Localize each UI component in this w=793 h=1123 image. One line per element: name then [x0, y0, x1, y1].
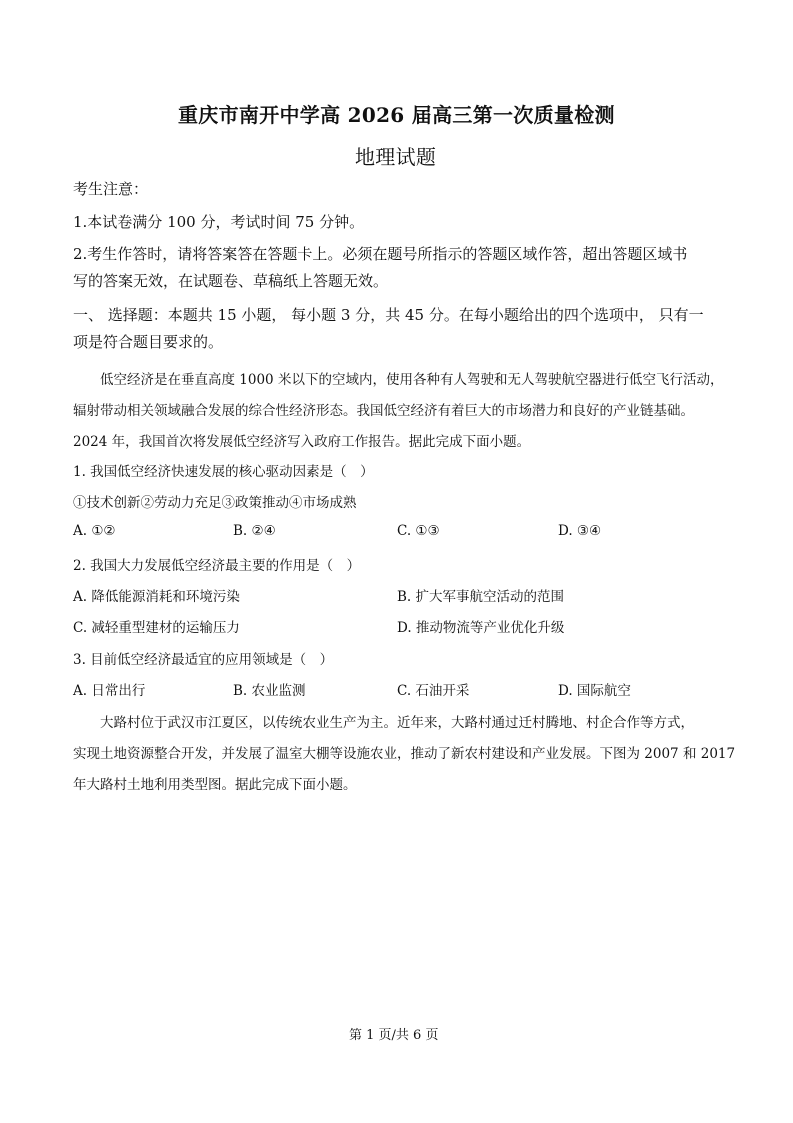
section-heading-line-1: 一、 选择题：本题共 15 小题， 每小题 3 分，共 45 分。在每小题给出的四个选项中， 只有一 — [73, 306, 704, 324]
q3-option-b: B. 农业监测 — [233, 683, 306, 699]
q3-option-c: C. 石油开采 — [397, 683, 470, 699]
q3-option-a: A. 日常出行 — [73, 683, 146, 699]
q1-option-b: B. ②④ — [233, 523, 276, 539]
passage-2-line-2: 实现土地资源整合开发，并发展了温室大棚等设施农业，推动了新农村建设和产业发展。下图为 2007 和 2017 — [73, 746, 736, 762]
question-3-stem: 3. 目前低空经济最适宜的应用领域是（ ） — [73, 652, 334, 668]
notice-item-2-line-1: 2.考生作答时，请将答案答在答题卡上。必须在题号所指示的答题区域作答，超出答题区域书 — [73, 245, 688, 263]
notice-item-2-line-2: 写的答案无效，在试题卷、草稿纸上答题无效。 — [73, 272, 389, 290]
question-1-choices: ①技术创新②劳动力充足③政策推动④市场成熟 — [73, 495, 357, 511]
notice-heading: 考生注意： — [73, 180, 149, 198]
passage-1-line-2: 辐射带动相关领域融合发展的综合性经济形态。我国低空经济有着巨大的市场潜力和良好的产业链基础。 — [73, 403, 694, 419]
exam-subtitle: 地理试题 — [355, 145, 437, 169]
exam-title: 重庆市南开中学高 2026 届高三第一次质量检测 — [178, 103, 615, 127]
q3-option-d: D. 国际航空 — [558, 683, 631, 699]
q1-option-c: C. ①③ — [397, 523, 440, 539]
passage-1-line-1: 低空经济是在垂直高度 1000 米以下的空域内，使用各种有人驾驶和无人驾驶航空器进行低空飞行活动， — [100, 372, 724, 388]
page-number: 第 1 页/共 6 页 — [349, 1028, 439, 1043]
q2-option-a: A. 降低能源消耗和环境污染 — [73, 589, 240, 605]
q1-option-d: D. ③④ — [558, 523, 602, 539]
passage-2-line-3: 年大路村土地利用类型图。据此完成下面小题。 — [73, 777, 357, 793]
question-1-stem: 1. 我国低空经济快速发展的核心驱动因素是（ ） — [73, 464, 374, 480]
section-heading-line-2: 项是符合题目要求的。 — [73, 333, 224, 351]
passage-1-line-3: 2024 年，我国首次将发展低空经济写入政府工作报告。据此完成下面小题。 — [73, 434, 531, 450]
notice-item-1: 1.本试卷满分 100 分，考试时间 75 分钟。 — [73, 213, 365, 231]
question-2-stem: 2. 我国大力发展低空经济最主要的作用是（ ） — [73, 558, 361, 574]
passage-2-line-1: 大路村位于武汉市江夏区，以传统农业生产为主。近年来，大路村通过迁村腾地、村企合作等方式， — [100, 715, 694, 731]
q1-option-a: A. ①② — [73, 523, 116, 539]
q2-option-b: B. 扩大军事航空活动的范围 — [397, 589, 565, 605]
q2-option-c: C. 减轻重型建材的运输压力 — [73, 620, 240, 636]
q2-option-d: D. 推动物流等产业优化升级 — [397, 620, 565, 636]
